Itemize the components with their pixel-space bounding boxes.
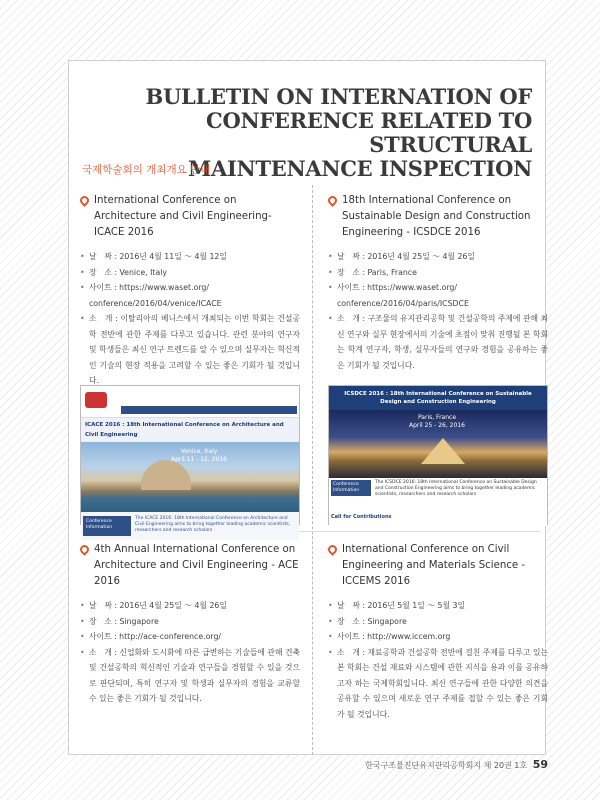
website-nav-bar	[121, 406, 297, 414]
photo-caption-place: Paris, France	[417, 414, 457, 421]
conference-place: 장 소 : Paris, France	[337, 267, 417, 277]
conference-title: 18th International Conference on Sustainable Design and Construction Engineering - ICSDCE 2016	[342, 195, 531, 238]
photo-caption-date: April 11 - 12, 2016	[171, 456, 227, 463]
waset-logo-icon	[85, 392, 107, 408]
conference-title: International Conference on Architecture and Civil Engineering- ICACE 2016	[94, 195, 272, 238]
conference-card-icace: International Conference on Architecture and Civil Engineering- ICACE 2016 • 날 짜 : 2016년 4월 11일 ～ 4월 12일 • 장 소 : Venice, Italy • 사이트 : https://www.waset.org/ conference/2016/04/venice/ICACE • 소 개 : 이탈리아의 베니스에서 개최되는 이번 학회는 건설공학 전반에 관한 주제를 다루고 있습니다. 관련 분야의 연구자 및 학생들은 최신 연구 트렌드를 알 수 있으며 실무자는 혁신적인 기술의 현장 적용을 고려할 수 있는 좋은 기회가 될 것입니다.	[80, 195, 300, 385]
photo-caption-date: April 25 - 26, 2016	[409, 422, 465, 429]
conference-place: 장 소 : Singapore	[337, 616, 407, 626]
title-line-2: CONFERENCE RELATED TO STRUCTURAL	[206, 108, 532, 157]
call-for-contributions-link[interactable]: Call for Contributions	[331, 514, 392, 520]
conference-card-ace: 4th Annual International Conference on Architecture and Civil Engineering - ACE 2016 • 날 짜 : 2016년 4월 25일 ～ 4월 26일 • 장 소 : Singapore • 사이트 : http://ace-conference.org/ • 소 개 : 신업화와 도시화에 따른 급변하는 기술들에 관해 건축 및 건설공학의 혁신적인 기술과 연구들을 경험할 수 있을 것으로 판단되며, 특히 연구자 및 학생과 실무자의 경험을 교류할 수 있는 좋은 기회가 될 것입니다.	[80, 544, 301, 703]
conference-summary: 소 개 : 신업화와 도시화에 따른 급변하는 기술들에 관해 건축 및 건설공학의 혁신적인 기술과 연구들을 경험할 수 있을 것으로 판단되며, 특히 연구자 및 학생과 실무자의 경험을 교류할 수 있는 좋은 기회가 될 것입니다.	[89, 647, 301, 703]
conference-place: 장 소 : Venice, Italy	[89, 267, 168, 277]
location-pin-icon	[326, 194, 339, 207]
conference-summary: 소 개 : 구조물의 유지관리공학 및 건설공학의 주제에 관해 최신 연구와 실무 현장에서의 기술에 초점이 맞춰 진행될 본 학회는 학계 연구자, 학생, 실무자들의 연구와 경험을 공유하는 좋은 기회가 될 것입니다.	[337, 314, 549, 370]
title-line-3: MAINTENANCE INSPECTION	[188, 156, 532, 181]
page-number: 59	[532, 758, 548, 771]
location-pin-icon	[78, 543, 91, 556]
conference-site-link[interactable]: 사이트 : https://www.waset.org/	[89, 283, 209, 292]
conference-date: 날 짜 : 2016년 4월 25일 ～ 4월 26일	[337, 252, 475, 261]
website-heading: ICACE 2016 : 18th International Conference on Architecture and Civil Engineering	[81, 418, 299, 442]
title-line-1: BULLETIN ON INTERNATION OF	[145, 84, 532, 109]
conference-site-link-cont[interactable]: conference/2016/04/venice/ICACE	[89, 298, 222, 308]
conference-site-link[interactable]: 사이트 : https://www.waset.org/	[337, 283, 457, 292]
website-side-label: Conference Information	[331, 480, 371, 496]
page-footer	[365, 758, 548, 771]
venice-photo	[81, 442, 299, 512]
conference-date: 날 짜 : 2016년 4월 25일 ～ 4월 26일	[89, 601, 227, 610]
conference-date: 날 짜 : 2016년 4월 11일 ～ 4월 12일	[89, 252, 227, 261]
conference-summary: 소 개 : 재료공학과 건설공학 전반에 걸친 주제를 다루고 있는 본 학회는 건설 재료와 시스템에 관한 지식을 용과 이를 공유하고자 하는 국제학회입니다. 최신 연구들에 관한 다양한 의견을 공유할 수 있으며 새로운 연구 주제를 접할 수 있는 좋은 기회가 될 것입니다.	[337, 647, 549, 719]
website-body-text: The ICACE 2016: 18th International Conference on Architecture and Civil Engineering aims to bring together leading academic scientists, researchers and research scholars	[135, 516, 291, 533]
website-side-label: Conference Information	[83, 516, 131, 536]
website-heading: ICSDCE 2016 : 18th International Conference on Sustainable Design and Construction Engineering	[329, 386, 547, 410]
icsdce-website-screenshot	[328, 385, 548, 525]
conference-site-link-cont[interactable]: conference/2016/04/paris/ICSDCE	[337, 298, 469, 308]
location-pin-icon	[326, 543, 339, 556]
conference-site-link[interactable]: 사이트 : http://ace-conference.org/	[89, 632, 222, 641]
page-subtitle: 국제학술회의 개최개요 안내	[82, 164, 211, 176]
conference-place: 장 소 : Singapore	[89, 616, 159, 626]
conference-date: 날 짜 : 2016년 5월 1일 ～ 5월 3일	[337, 601, 465, 610]
website-body-text: The ICSDCE 2016: 18th International Conference on Sustainable Design and Construction Engineering aims to bring together leading academic scientists, researchers and research scholars	[375, 480, 537, 497]
conference-card-icsdce: 18th International Conference on Sustainable Design and Construction Engineering - ICSDCE 2016 • 날 짜 : 2016년 4월 25일 ～ 4월 26일 • 장 소 : Paris, France • 사이트 : https://www.waset.org/ conference/2016/04/paris/ICSDCE • 소 개 : 구조물의 유지관리공학 및 건설공학의 주제에 관해 최신 연구와 실무 현장에서의 기술에 초점이 맞춰 진행될 본 학회는 학계 연구자, 학생, 실무자들의 연구와 경험을 공유하는 좋은 기회가 될 것입니다.	[328, 195, 549, 370]
icace-website-screenshot	[80, 385, 300, 533]
photo-caption-place: Venice, Italy	[180, 448, 218, 455]
pyramid-shape	[421, 438, 465, 464]
church-dome-shape	[141, 460, 191, 490]
conference-card-iccems: International Conference on Civil Engineering and Materials Science - ICCEMS 2016 • 날 짜 : 2016년 5월 1일 ～ 5월 3일 • 장 소 : Singapore • 사이트 : http://www.iccem.org • 소 개 : 재료공학과 건설공학 전반에 걸친 주제를 다루고 있는 본 학회는 건설 재료와 시스템에 관한 지식을 용과 이를 공유하고자 하는 국제학회입니다. 최신 연구들에 관한 다양한 의견을 공유할 수 있으며 새로운 연구 주제를 접할 수 있는 좋은 기회가 될 것입니다.	[328, 544, 549, 719]
location-pin-icon	[78, 194, 91, 207]
conference-summary: 소 개 : 이탈리아의 베니스에서 개최되는 이번 학회는 건설공학 전반에 관한 주제를 다루고 있습니다. 관련 분야의 연구자 및 학생들은 최신 연구 트렌드를 알 수 있으며 실무자는 혁신적인 기술의 현장 적용을 고려할 수 있는 좋은 기회가 될 것입니다.	[89, 314, 300, 385]
conference-title: International Conference on Civil Engineering and Materials Science - ICCEMS 2016	[342, 544, 526, 587]
column-divider	[312, 185, 313, 755]
conference-title: 4th Annual International Conference on Architecture and Civil Engineering - ACE 2016	[94, 544, 299, 587]
journal-name: 한국구조물진단유지관리공학회지 제 20권 1호	[365, 761, 528, 770]
louvre-photo	[329, 410, 547, 478]
conference-site-link[interactable]: 사이트 : http://www.iccem.org	[337, 632, 451, 641]
